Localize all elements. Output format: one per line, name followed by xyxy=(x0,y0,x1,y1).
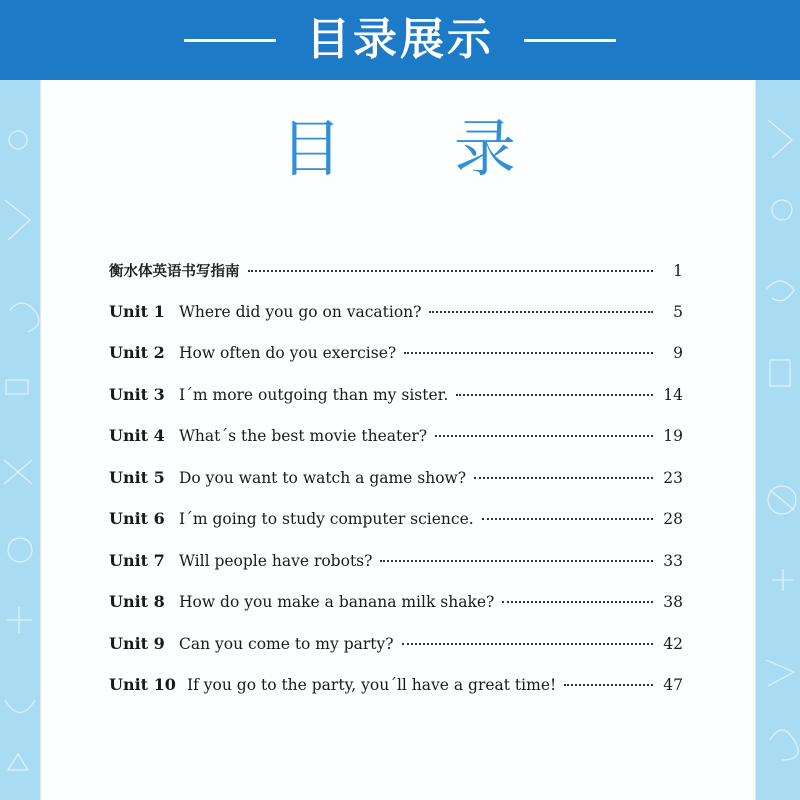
toc-entry-title: Do you want to watch a game show? xyxy=(179,468,467,487)
dot-leader xyxy=(429,311,653,313)
toc-entry xyxy=(109,634,683,676)
toc-entry-unit: Unit 4 xyxy=(109,426,165,445)
toc-entry-unit: Unit 7 xyxy=(109,550,165,570)
dot-leader xyxy=(474,477,653,479)
dot-leader xyxy=(456,394,653,396)
toc-entry-page-number: 5 xyxy=(673,302,683,321)
toc-entry-title: How do you make a banana milk shake? xyxy=(179,593,495,611)
toc-entry-title: Can you come to my party? xyxy=(179,634,394,653)
toc-entry-title: 衡水体英语书写指南 xyxy=(109,264,240,280)
toc-entry-title: How often do you exercise? xyxy=(179,344,397,362)
toc-entry-unit: Unit 1 xyxy=(109,301,165,321)
header-banner xyxy=(0,0,800,80)
toc-entry-unit: Unit 2 xyxy=(109,343,165,362)
toc-heading: 目 录 xyxy=(280,112,562,185)
dot-leader xyxy=(564,684,653,686)
doodle-pattern-left xyxy=(0,80,40,800)
toc-entry-page-number: 42 xyxy=(663,634,683,653)
banner-rule-right xyxy=(524,39,616,42)
toc-entry-page-number: 33 xyxy=(663,551,683,570)
toc-entry xyxy=(109,302,683,344)
toc-entry-unit: Unit 6 xyxy=(109,509,165,528)
toc-entry-title: Where did you go on vacation? xyxy=(179,302,422,321)
toc-entry-unit: Unit 8 xyxy=(109,592,165,611)
banner-title: 目录展示 xyxy=(306,14,494,65)
dot-leader xyxy=(402,643,653,645)
toc-entry-page-number: 9 xyxy=(673,344,683,362)
dot-leader xyxy=(248,270,654,272)
toc-entry xyxy=(109,260,683,302)
dot-leader xyxy=(404,352,653,354)
dot-leader xyxy=(435,435,653,437)
banner-rule-left xyxy=(184,39,276,42)
dot-leader xyxy=(380,560,653,562)
toc-entry-title: I´m more outgoing than my sister. xyxy=(179,385,449,404)
toc-entry-unit: Unit 5 xyxy=(109,467,165,487)
toc-entry xyxy=(109,468,683,510)
toc-entry-page-number: 28 xyxy=(663,510,683,528)
left-decorative-border xyxy=(0,80,40,800)
toc-entry xyxy=(109,509,683,551)
dot-leader xyxy=(482,518,653,520)
toc-entry xyxy=(109,551,683,593)
toc-entry-unit: Unit 3 xyxy=(109,384,165,404)
toc-entry-page-number: 23 xyxy=(663,468,683,487)
dot-leader xyxy=(502,601,653,603)
toc-entry-unit: Unit 10 xyxy=(109,675,176,694)
right-decorative-border xyxy=(760,80,800,800)
toc-entry-unit: Unit 9 xyxy=(109,633,165,653)
toc-entry-page-number: 38 xyxy=(663,593,683,611)
toc-entry-title: What´s the best movie theater? xyxy=(179,427,428,445)
toc-entry-title: I´m going to study computer science. xyxy=(179,510,474,528)
toc-entry xyxy=(109,675,683,717)
toc-entry xyxy=(109,592,683,634)
doodle-pattern-right xyxy=(760,80,800,800)
toc-entry-page-number: 14 xyxy=(663,385,683,404)
toc-entry-page-number: 1 xyxy=(673,262,683,280)
toc-entry xyxy=(109,385,683,427)
toc-page xyxy=(40,80,756,800)
toc-entry-title: Will people have robots? xyxy=(179,551,373,570)
toc-entry xyxy=(109,343,683,385)
toc-entry-page-number: 19 xyxy=(663,427,683,445)
toc-entry xyxy=(109,426,683,468)
toc-list xyxy=(109,260,683,717)
toc-entry-title: If you go to the party, you´ll have a great time! xyxy=(187,676,557,694)
toc-entry-page-number: 47 xyxy=(663,676,683,694)
